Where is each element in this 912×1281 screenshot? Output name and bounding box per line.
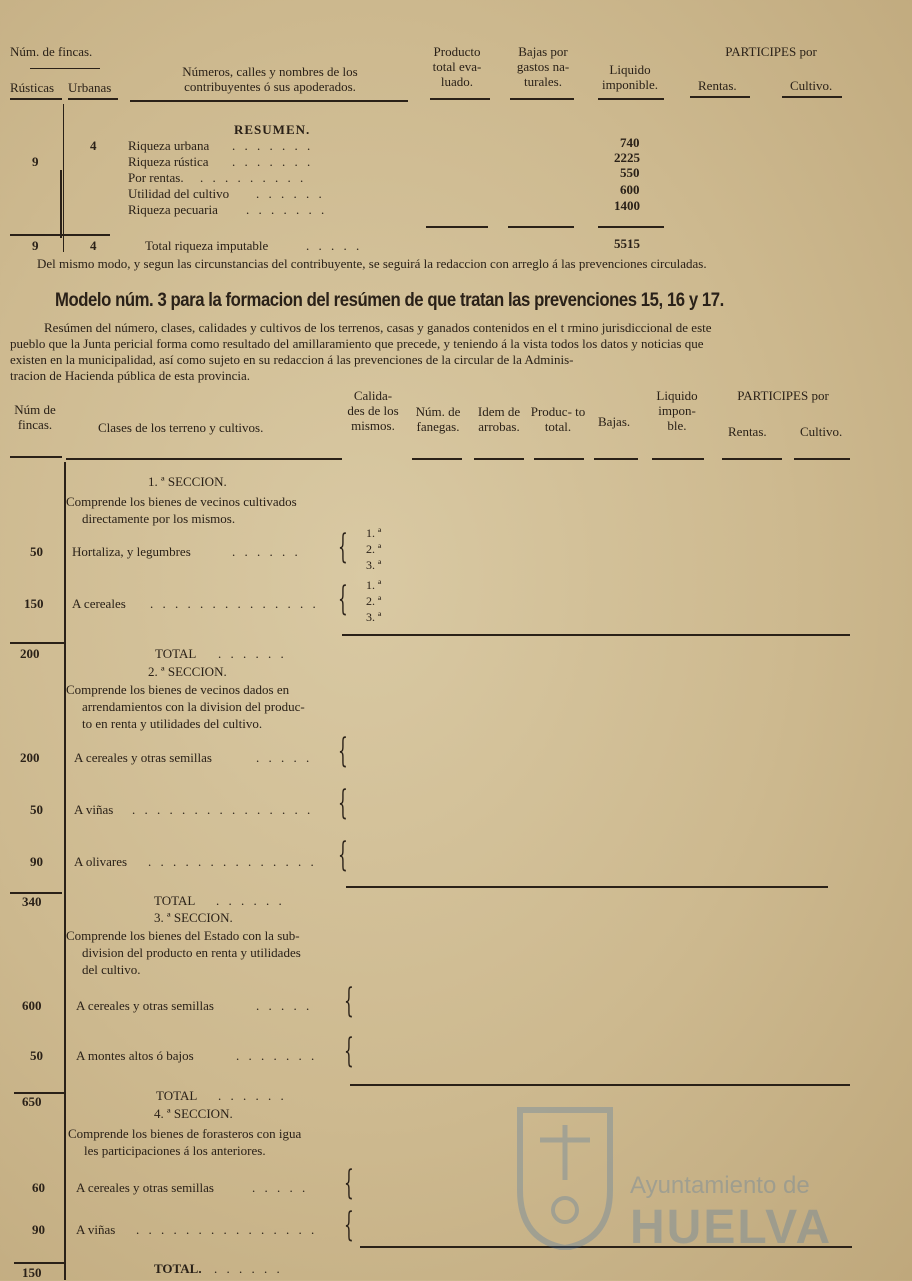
section-desc: Comprende los bienes de vecinos cultivados (66, 494, 297, 509)
item-label: A olivares (74, 854, 128, 869)
brace: { (344, 981, 354, 1021)
item-label: A cereales (72, 596, 126, 611)
modelo-heading: Modelo núm. 3 para la formacion del resúmen de que tratan las prevenciones 15, 16 y 17. (55, 290, 724, 311)
row-label: Riqueza rústica (128, 154, 209, 169)
section-desc: to en renta y utilidades del cultivo. (82, 716, 263, 731)
section-total-label: TOTAL (154, 893, 196, 908)
row-liquido: 550 (620, 165, 640, 180)
header2-participes: PARTICIPES por (737, 388, 829, 403)
item-num: 50 (30, 1048, 43, 1063)
section-title: 3. ª SECCION. (154, 910, 233, 925)
header2-bajas: Bajas. (598, 414, 631, 429)
brace: { (344, 1163, 354, 1203)
ayuntamiento-watermark (510, 1090, 850, 1280)
note-text: Del mismo modo, y segun las circunstancias del contribuyente, se seguirá la redaccion con arreglo á las prevenciones circuladas. (37, 256, 707, 271)
para-line: Resúmen del número, clases, calidades y cultivos de los terrenos, casas y ganados contenidos en el t rmino jurisdiccional de este (44, 320, 712, 335)
row-label: Por rentas. (128, 170, 184, 185)
section-total-label: TOTAL (156, 1088, 198, 1103)
row-liquido: 1400 (614, 198, 640, 213)
row-liquido: 2225 (614, 150, 640, 165)
quality: 1. ª (366, 526, 382, 540)
row-label: Utilidad del cultivo (128, 186, 230, 201)
para-line: tracion de Hacienda pública de esta provincia. (10, 368, 251, 383)
coat-of-arms-icon (510, 1100, 620, 1250)
section-total-num: 650 (22, 1094, 42, 1109)
item-label: A montes altos ó bajos (76, 1048, 194, 1063)
brace: { (338, 527, 348, 567)
header2-liquido: Liquido impon- ble. (656, 388, 698, 433)
brace: { (338, 835, 348, 875)
item-num: 200 (20, 750, 40, 765)
section-title: 1. ª SECCION. (148, 474, 227, 489)
section-title: 4. ª SECCION. (154, 1106, 233, 1121)
section-total-label: TOTAL. (154, 1261, 202, 1276)
para-line: pueblo que la Junta pericial forma como resultado del amillaramiento que precede, y teniendo á la vista todos los datos y noticias que (10, 336, 704, 351)
item-num: 90 (32, 1222, 45, 1237)
item-num: 50 (30, 544, 43, 559)
header-num-fincas: Núm. de fincas. (10, 44, 93, 59)
brace: { (338, 731, 348, 771)
section-title: 2. ª SECCION. (148, 664, 227, 679)
brace: { (338, 783, 348, 823)
section-desc: directamente por los mismos. (82, 511, 236, 526)
quality: 3. ª (366, 610, 382, 624)
section-total-num: 340 (22, 894, 42, 909)
section-total-num: 200 (20, 646, 40, 661)
quality: 1. ª (366, 578, 382, 592)
header2-rentas: Rentas. (728, 424, 767, 439)
header-urbanas: Urbanas (68, 80, 112, 95)
header2-producto: Produc- to total. (530, 404, 586, 434)
section-desc: Comprende los bienes de vecinos dados en (66, 682, 290, 697)
brace: { (344, 1205, 354, 1245)
row-liquido: 600 (620, 182, 640, 197)
header-rusticas: Rústicas (10, 80, 55, 95)
section-total-num: 150 (22, 1265, 42, 1280)
section-desc: Comprende los bienes del Estado con la sub- (66, 928, 300, 943)
quality: 2. ª (366, 542, 382, 556)
brace: { (344, 1031, 354, 1071)
item-num: 90 (30, 854, 43, 869)
item-label: A cereales y otras semillas (74, 750, 212, 765)
header-rentas: Rentas. (698, 78, 737, 93)
item-label: A cereales y otras semillas (76, 1180, 214, 1195)
section-total-label: TOTAL (155, 646, 197, 661)
header-numeros: Números, calles y nombres de los contribuyentes ó sus apoderados. (182, 64, 358, 94)
total-rusticas: 9 (32, 238, 39, 253)
header2-num-fincas: Núm de fincas. (14, 402, 56, 432)
quality: 2. ª (366, 594, 382, 608)
resumen-title: RESUMEN. (234, 122, 311, 137)
item-num: 50 (30, 802, 43, 817)
header-bajas: Bajas por gastos na- turales. (516, 44, 570, 89)
item-num: 60 (32, 1180, 45, 1195)
row-label: Riqueza pecuaria (128, 202, 218, 217)
header2-arrobas: Idem de arrobas. (477, 404, 521, 434)
row-urbanas: 4 (90, 138, 97, 153)
header2-fanegas: Núm. de fanegas. (415, 404, 461, 434)
section-desc: Comprende los bienes de forasteros con igua (68, 1126, 302, 1141)
header2-cultivo: Cultivo. (800, 424, 843, 439)
total-label: Total riqueza imputable (145, 238, 269, 253)
total-urbanas: 4 (90, 238, 97, 253)
item-num: 150 (24, 596, 44, 611)
para-line: existen en la municipalidad, así como sujeto en su redaccion á las prevenciones de la circular de la Adminis- (10, 352, 574, 367)
item-label: A viñas (74, 802, 114, 817)
total-liquido: 5515 (614, 236, 640, 251)
watermark-line1: Ayuntamiento de (630, 1172, 810, 1199)
item-num: 600 (22, 998, 42, 1013)
header-producto: Producto total eva- luado. (432, 44, 482, 89)
header-participes: PARTICIPES por (725, 44, 817, 59)
section-desc: les participaciones á los anteriores. (84, 1143, 266, 1158)
watermark-line2: HUELVA (630, 1201, 833, 1254)
quality: 3. ª (366, 558, 382, 572)
section-desc: arrendamientos con la division del produc- (82, 699, 305, 714)
item-label: A cereales y otras semillas (76, 998, 214, 1013)
header-cultivo: Cultivo. (790, 78, 833, 93)
row-rusticas: 9 (32, 154, 39, 169)
brace: { (338, 579, 348, 619)
item-label: A viñas (76, 1222, 116, 1237)
header2-calidades: Calida- des de los mismos. (347, 388, 399, 433)
header-liquido: Liquido imponible. (602, 62, 658, 92)
header2-clases: Clases de los terreno y cultivos. (98, 420, 264, 435)
section-desc: del cultivo. (82, 962, 141, 977)
row-liquido: 740 (620, 135, 640, 150)
item-label: Hortaliza, y legumbres (72, 544, 191, 559)
row-label: Riqueza urbana (128, 138, 210, 153)
section-desc: division del producto en renta y utilidades (82, 945, 301, 960)
